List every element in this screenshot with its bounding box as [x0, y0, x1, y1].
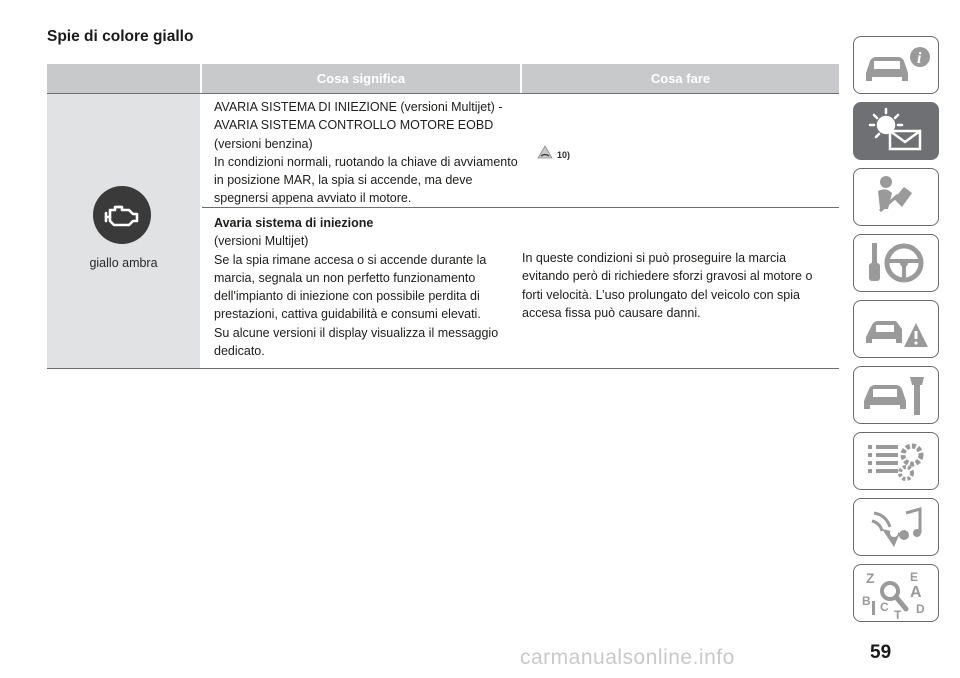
- text-line: in posizione MAR, la spia si accende, ma deve: [214, 173, 473, 188]
- key-steering-wheel-icon: [860, 239, 932, 287]
- text-line: evitando però di richiedere sforzi gravosi al motore o: [522, 269, 813, 284]
- page-number: 59: [870, 642, 892, 663]
- index-search-icon: [860, 567, 932, 619]
- icon-caption: giallo ambra: [89, 256, 158, 270]
- table-bottom-line: [47, 368, 839, 369]
- svg-text:i: i: [917, 50, 922, 67]
- text-line: accesa fissa può causare danni.: [522, 305, 701, 320]
- row2-meaning: [214, 214, 519, 360]
- tab-specifications[interactable]: [853, 432, 939, 490]
- text-line: dell'impianto di iniezione con possibile perdita di: [214, 289, 480, 304]
- tab-key-steering[interactable]: [853, 234, 939, 292]
- text-line: In queste condizioni si può proseguire la marcia: [522, 251, 787, 265]
- warning-lights-icon: [860, 107, 932, 155]
- specifications-gear-icon: [860, 437, 932, 485]
- svg-text:C: C: [880, 600, 889, 614]
- seat-airbag-icon: [860, 173, 932, 221]
- tab-car-info[interactable]: [853, 36, 939, 94]
- warning-ref-number: 10): [557, 150, 571, 160]
- tab-seat-airbag[interactable]: [853, 168, 939, 226]
- svg-text:E: E: [910, 570, 919, 584]
- text-line: dedicato.: [214, 344, 265, 359]
- row2-title: Avaria sistema di iniezione: [214, 216, 374, 230]
- tab-car-maintenance[interactable]: [853, 366, 939, 424]
- tab-warning-lights[interactable]: [853, 102, 939, 160]
- svg-text:A: A: [910, 584, 922, 601]
- header-meaning: Cosa significa: [202, 64, 520, 93]
- text-line: prestazioni, cattiva guidabilità e consumi elevati.: [214, 307, 481, 322]
- car-info-icon: [860, 43, 932, 87]
- svg-text:D: D: [916, 602, 925, 616]
- warning-reference: [537, 144, 570, 160]
- text-line: Su alcune versioni il display visualizza il messaggio: [214, 325, 499, 340]
- text-line: forti velocità. L’uso prolungato del veicolo con spia: [522, 287, 800, 302]
- text-line: spegnersi appena avviato il motore.: [214, 191, 412, 206]
- header-blank: [47, 64, 200, 93]
- tab-index[interactable]: [853, 564, 939, 622]
- row2-action: [522, 249, 832, 322]
- svg-text:B: B: [862, 594, 871, 608]
- text-line: AVARIA SISTEMA DI INIEZIONE (versioni Multijet) -: [214, 100, 503, 114]
- row1-meaning: [214, 98, 519, 208]
- multimedia-icon: [860, 503, 932, 551]
- row-divider: [202, 207, 839, 208]
- text-line: AVARIA SISTEMA CONTROLLO MOTORE EOBD: [214, 118, 494, 133]
- car-maintenance-icon: [860, 371, 932, 419]
- text-line: In condizioni normali, ruotando la chiave di avviamento: [214, 154, 518, 169]
- car-accident-icon: [860, 305, 932, 353]
- text-line: marcia, segnala un non perfetto funzionamento: [214, 270, 476, 285]
- tab-car-accident[interactable]: [853, 300, 939, 358]
- text-line: (versioni Multijet): [214, 234, 309, 249]
- svg-text:T: T: [894, 608, 902, 619]
- check-engine-icon: [93, 186, 151, 244]
- tab-multimedia[interactable]: [853, 498, 939, 556]
- watermark: carmanualsonline.info: [520, 646, 735, 669]
- header-action: Cosa fare: [522, 64, 839, 93]
- svg-text:Z: Z: [866, 570, 875, 586]
- icon-cell: [47, 94, 200, 368]
- text-line: Se la spia rimane accesa o si accende durante la: [214, 252, 487, 267]
- text-line: (versioni benzina): [214, 136, 313, 151]
- warning-triangle-icon: [537, 145, 553, 159]
- page-title: Spie di colore giallo: [47, 28, 194, 45]
